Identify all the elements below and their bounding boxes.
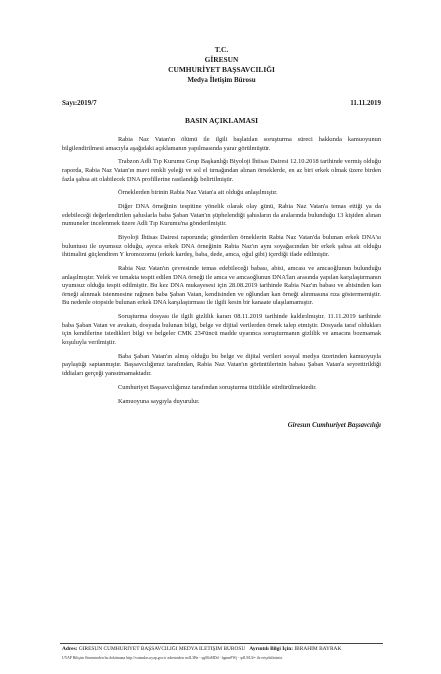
document-body: [62, 136, 381, 406]
footer-uyap-text: UYAP Bilişim Sisteminden bu dokümana http://vatandas.uyap.gov.tr adresinden: [62, 656, 184, 660]
footer-address: GİRESUN CUMHURİYET BAŞSAVCILIĞI MEDYA İLETİŞİM BÜROSU: [78, 646, 246, 652]
document-header: [62, 45, 381, 85]
header-bureau: Medya İletişim Bürosu: [187, 76, 256, 84]
signature: Giresun Cumhuriyet Başsavcılığı: [287, 422, 381, 430]
footer-uyap: [62, 656, 383, 660]
paragraph: Rabia Naz Vatan'ın ölümü ile ilgili başlatılan soruşturma süreci hakkında kamuoyunun bilgilendirilmesi amacıyla aşağıdaki açıklamanın yapılmasında yarar görülmüştür.: [62, 136, 381, 152]
header-city: GİRESUN: [204, 55, 239, 64]
paragraph: Kamuoyuna saygıyla duyurulur.: [118, 397, 200, 405]
footer-uyap-code: rn4L3Be - qqMoMDd - hgmnFWj - qdUSU4=: [184, 656, 256, 660]
document-date: 11.11.2019: [350, 99, 381, 107]
header-tc: T.C.: [214, 45, 229, 54]
footer-info: İBRAHİM BAYRAK: [294, 646, 342, 652]
paragraph: Baba Şaban Vatan'ın almış olduğu bu belge ve dijital verileri sosyal medya üzerinden kamuoyuyla paylaştığı saptanmıştır. Başsavcılığımız tarafından, Rabia Naz Vatan'ın görüntülerinin babası Şaban Vatan'a seyrettirildiği iddiaları gerçeği yansıtmamaktadır.: [62, 352, 381, 377]
paragraph: Trabzon Adli Tıp Kurumu Grup Başkanlığı Biyoloji İhtisas Dairesi 12.10.2018 tarihinde vermiş olduğu raporda, Rabia Naz Vatan'ın mavi renkli yeleği ve sol el tırnağından alınan örneklerde, en az biri erkek olmak üzere birden fazla şahsa ait olabilecek DNA profillerine rastlandığı belirtilmiştir.: [62, 158, 381, 183]
paragraph: Biyoloji İhtisas Dairesi raporunda; gönderilen örneklerin Rabia Naz Vatan'da bulunan erkek DNA'sı buluntusu ile uyumsuz olduğu, ayrıca erkek DNA örneğinin Rabia Naz'ın aynı soyağacından bir erkek şahsa ait olduğu ihtimalini güçlendiren Y kromozomu (erkek kardeş, baba, dede, amca, oğul gibi) içerdiği ifade edilmiştir.: [62, 234, 381, 259]
paragraph: Rabia Naz Vatan'ın çevresinde temas edebileceği babası, abisi, amcası ve amcaoğlunun bulunduğu anlaşılmıştır. Yelek ve tırnakta tespit edilen DNA örneği ile amca ve amcaoğlunun DNA'ları arasında yapılan karşılaştırmanın uyumsuz olduğu tespit edilmiştir. Bu kez DNA mukayesesi için 28.08.2019 tarihinde Rabia Naz'ın babası ve abisinden kan örneği alınmak istenmesine rağmen baba Şaban Vatan, kendisinden ve oğlundan kan örneği alınmasına rıza göstermemiştir. Bu nedenle otopside bulunan erkek DNA karşılaştırması ile ilgili kesin bir kanaate ulaşılamamıştır.: [62, 265, 381, 307]
paragraph: Örneklerden birinin Rabia Naz Vatan'a ait olduğu anlaşılmıştır.: [118, 189, 278, 197]
footer-address-label: Adres:: [62, 646, 78, 652]
paragraph: Diğer DNA örneğinin tespitine yönelik olarak olay günü, Rabia Naz Vatan'a temas ettiği ya da edebileceği değerlendirilen şahıslarla baba Şaban Vatan'ın şüphelendiği şahısların da aralarında bulunduğu 13 kişiden alınan numuneler incelenmek üzere Adli Tıp Kurumu'na gönderilmiştir.: [62, 203, 381, 228]
footer-contact: [62, 646, 383, 652]
footer-info-label: Ayrıntılı Bilgi İçin:: [249, 646, 293, 652]
document-meta: [62, 99, 381, 107]
footer-divider: [60, 643, 383, 644]
header-office: CUMHURİYET BAŞSAVCILIĞI: [168, 65, 275, 74]
footer-uyap-suffix: ile erişebilirsiniz.: [256, 656, 284, 660]
paragraph: Cumhuriyet Başsavcılığımız tarafından soruşturma titizlikle sürdürülmektedir.: [118, 383, 317, 391]
document-title: BASIN AÇIKLAMASI: [185, 116, 258, 125]
paragraph: Soruşturma dosyası ile ilgili gizlilik kararı 08.11.2019 tarihinde kaldırılmıştır. 11.11.2019 tarihinde baba Şaban Vatan ve avukatı, dosyada bulunan bilgi, belge ve dijital verilerden örnek talep etmiştir. Dosyada taraf oldukları için kendilerine istedikleri bilgi ve belgeler CMK 234'üncü madde uyarınca soruşturmanın gizlilik ve amacını bozmamak koşuluyla verilmiştir.: [62, 313, 381, 346]
document-number: Sayı:2019/7: [62, 99, 97, 107]
document-page: [0, 45, 441, 674]
